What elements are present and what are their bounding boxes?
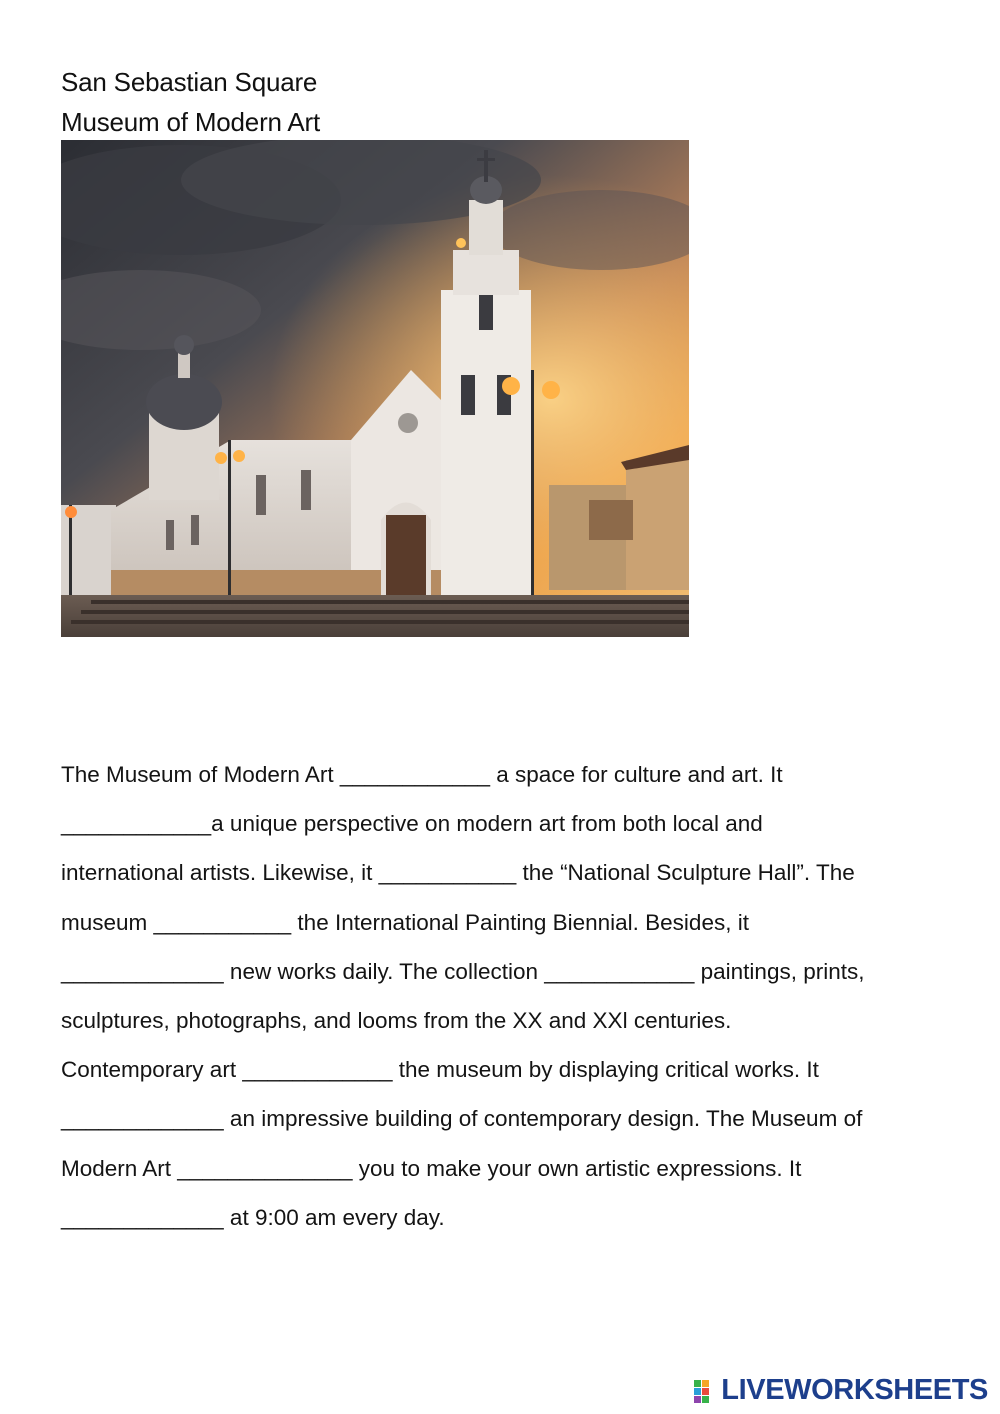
- passage-line: Modern Art ______________ you to make your own artistic expressions. It: [61, 1155, 802, 1181]
- passage-line: _____________ at 9:00 am every day.: [61, 1204, 445, 1230]
- title-block: [61, 62, 320, 142]
- page-subtitle: Museum of Modern Art: [61, 107, 320, 137]
- passage-line: _____________ an impressive building of contemporary design. The Museum of: [61, 1106, 863, 1132]
- passage-line: Contemporary art ____________ the museum by displaying critical works. It: [61, 1057, 819, 1083]
- passage-line: museum ___________ the International Painting Biennial. Besides, it: [61, 909, 749, 935]
- passage-line: international artists. Likewise, it ___________ the “National Sculpture Hall”. The: [61, 860, 855, 886]
- liveworksheets-logo-icon: [693, 1378, 719, 1404]
- fill-in-passage: [61, 750, 951, 1242]
- passage-line: _____________ new works daily. The collection ____________ paintings, prints,: [61, 958, 865, 984]
- passage-line: ____________a unique perspective on modern art from both local and: [61, 811, 763, 837]
- liveworksheets-logo[interactable]: [693, 1374, 988, 1407]
- passage-line: The Museum of Modern Art ____________ a space for culture and art. It: [61, 762, 783, 787]
- passage-line: sculptures, photographs, and looms from the XX and XXl centuries.: [61, 1008, 732, 1034]
- church-photo: [61, 140, 689, 637]
- logo-text: LIVEWORKSHEETS: [721, 1374, 988, 1406]
- page-title: San Sebastian Square: [61, 67, 318, 97]
